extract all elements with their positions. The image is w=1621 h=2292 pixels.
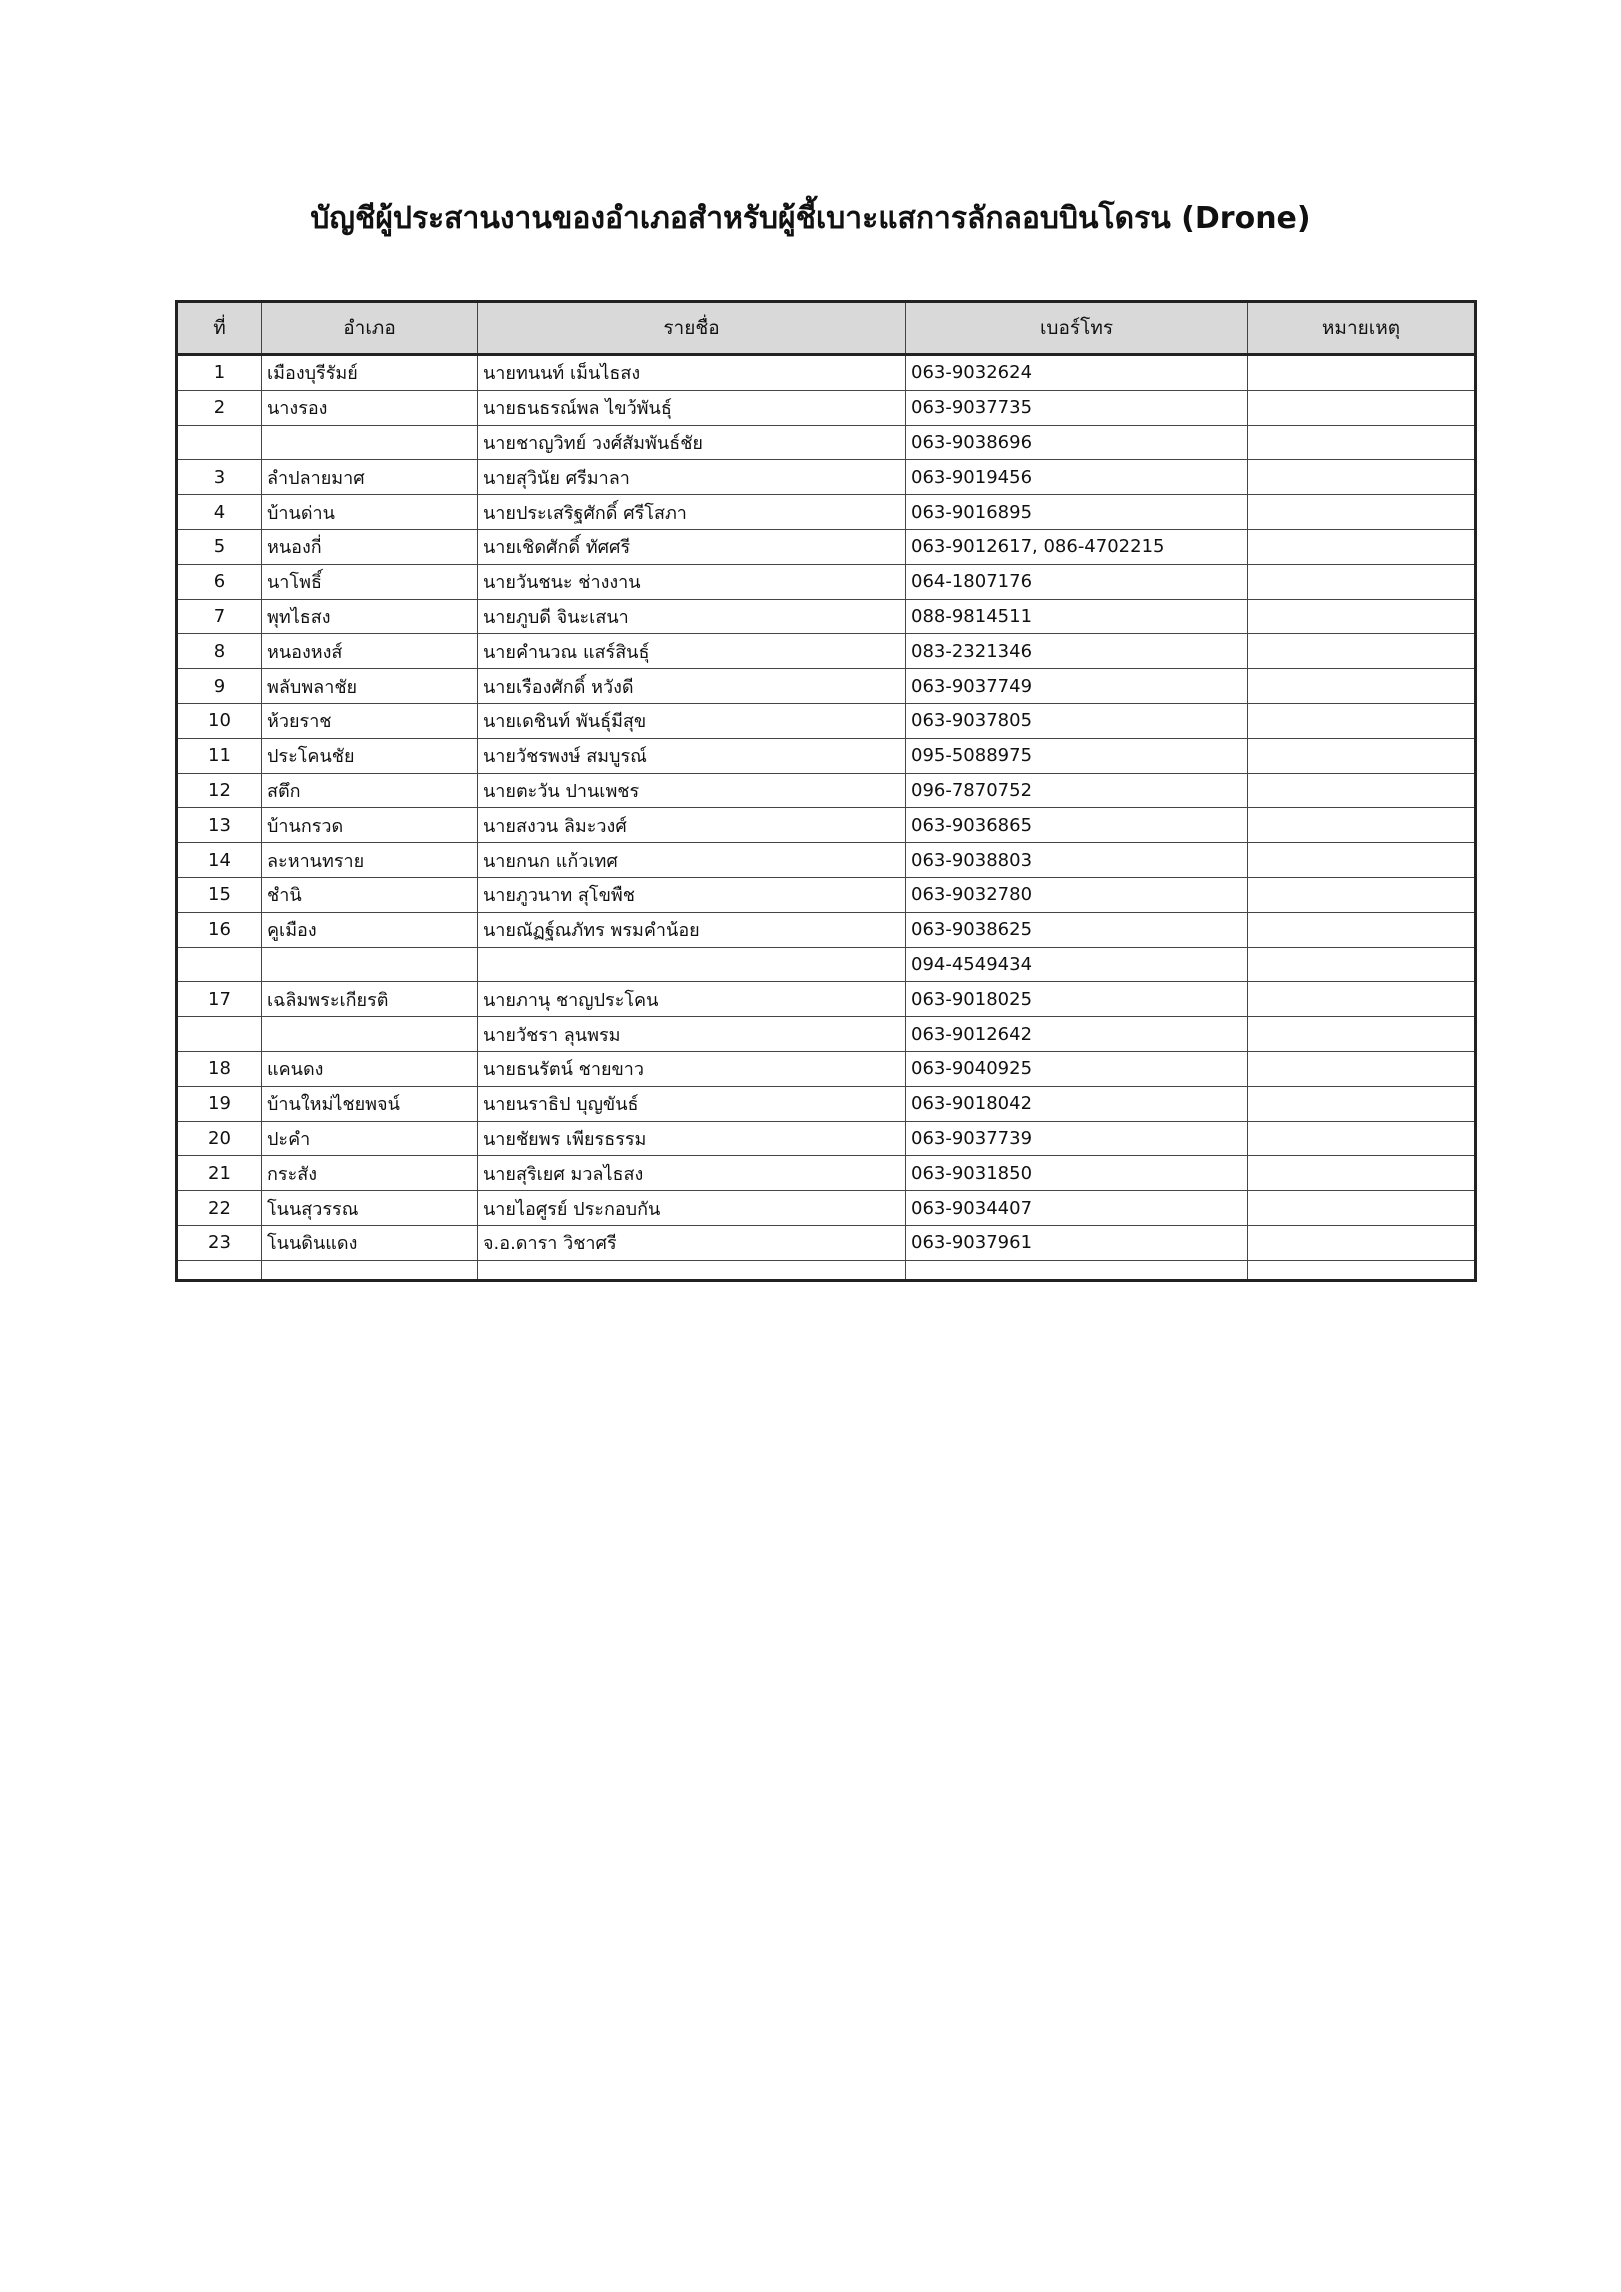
coordinator-name: นายทนนท์ เม็นไธสง xyxy=(478,355,906,391)
district-cell: เฉลิมพระเกียรติ xyxy=(262,982,478,1017)
row-number: 11 xyxy=(177,738,262,773)
column-header-no: ที่ xyxy=(177,302,262,355)
column-header-note: หมายเหตุ xyxy=(1248,302,1476,355)
phone-number: 063-9018025 xyxy=(906,982,1248,1017)
coordinator-name: นายนราธิป บุญขันธ์ xyxy=(478,1086,906,1121)
table-row xyxy=(177,1086,1476,1121)
table-row xyxy=(177,564,1476,599)
row-number: 4 xyxy=(177,495,262,530)
coordinator-name xyxy=(478,947,906,982)
phone-number: 063-9038803 xyxy=(906,843,1248,878)
table-row xyxy=(177,703,1476,738)
empty-cell xyxy=(177,1260,262,1280)
note-cell xyxy=(1248,634,1476,669)
note-cell xyxy=(1248,703,1476,738)
column-header-phone: เบอร์โทร xyxy=(906,302,1248,355)
table-row xyxy=(177,460,1476,495)
district-cell: หนองกี่ xyxy=(262,529,478,564)
district-cell: แคนดง xyxy=(262,1051,478,1086)
coordinator-name: นายชัยพร เพียรธรรม xyxy=(478,1121,906,1156)
coordinator-name: นายไอศูรย์ ประกอบกัน xyxy=(478,1191,906,1226)
table-row xyxy=(177,1191,1476,1226)
coordinator-name: จ.อ.ดารา วิชาศรี xyxy=(478,1225,906,1260)
empty-cell xyxy=(1248,1260,1476,1280)
phone-number: 096-7870752 xyxy=(906,773,1248,808)
note-cell xyxy=(1248,808,1476,843)
coordinator-name: นายเดชินท์ พันธุ์มีสุข xyxy=(478,703,906,738)
note-cell xyxy=(1248,877,1476,912)
district-cell: ปะคำ xyxy=(262,1121,478,1156)
row-number: 20 xyxy=(177,1121,262,1156)
phone-number: 063-9037739 xyxy=(906,1121,1248,1156)
phone-number: 063-9032624 xyxy=(906,355,1248,391)
district-cell: บ้านใหม่ไชยพจน์ xyxy=(262,1086,478,1121)
table-row xyxy=(177,912,1476,947)
coordinator-name: นายวัชรา ลุนพรม xyxy=(478,1017,906,1052)
phone-number: 064-1807176 xyxy=(906,564,1248,599)
district-cell: ชำนิ xyxy=(262,877,478,912)
district-cell: กระสัง xyxy=(262,1156,478,1191)
coordinator-name: นายธนธรณ์พล ไขว้พันธุ์ xyxy=(478,390,906,425)
phone-number: 063-9036865 xyxy=(906,808,1248,843)
note-cell xyxy=(1248,495,1476,530)
note-cell xyxy=(1248,1017,1476,1052)
note-cell xyxy=(1248,564,1476,599)
district-cell: ประโคนชัย xyxy=(262,738,478,773)
district-cell xyxy=(262,425,478,460)
phone-number: 063-9038625 xyxy=(906,912,1248,947)
phone-number: 063-9040925 xyxy=(906,1051,1248,1086)
row-number xyxy=(177,947,262,982)
page-title: บัญชีผู้ประสานงานของอำเภอสำหรับผู้ชี้เบาะแสการลักลอบบินโดรน (Drone) xyxy=(310,201,1311,236)
coordinator-name: นายสุวินัย ศรีมาลา xyxy=(478,460,906,495)
coordinator-name: นายธนรัตน์ ชายขาว xyxy=(478,1051,906,1086)
table-row xyxy=(177,947,1476,982)
row-number: 15 xyxy=(177,877,262,912)
phone-number: 063-9012617, 086-4702215 xyxy=(906,529,1248,564)
district-cell: โนนสุวรรณ xyxy=(262,1191,478,1226)
table-row xyxy=(177,529,1476,564)
row-number: 2 xyxy=(177,390,262,425)
table-row xyxy=(177,599,1476,634)
phone-number: 088-9814511 xyxy=(906,599,1248,634)
phone-number: 063-9037805 xyxy=(906,703,1248,738)
coordinator-name: นายณัฏฐ์ณภัทร พรมคำน้อย xyxy=(478,912,906,947)
table-row xyxy=(177,1017,1476,1052)
district-cell: โนนดินแดง xyxy=(262,1225,478,1260)
phone-number: 063-9032780 xyxy=(906,877,1248,912)
note-cell xyxy=(1248,843,1476,878)
district-cell: หนองหงส์ xyxy=(262,634,478,669)
note-cell xyxy=(1248,1121,1476,1156)
district-cell: บ้านกรวด xyxy=(262,808,478,843)
table-row xyxy=(177,634,1476,669)
row-number: 9 xyxy=(177,669,262,704)
coordinator-name: นายสงวน ลิมะวงศ์ xyxy=(478,808,906,843)
row-number xyxy=(177,1017,262,1052)
phone-number: 063-9038696 xyxy=(906,425,1248,460)
empty-cell xyxy=(478,1260,906,1280)
phone-number: 063-9016895 xyxy=(906,495,1248,530)
row-number: 19 xyxy=(177,1086,262,1121)
coordinator-name: นายประเสริฐศักดิ์ ศรีโสภา xyxy=(478,495,906,530)
coordinator-name: นายเรืองศักดิ์ หวังดี xyxy=(478,669,906,704)
note-cell xyxy=(1248,669,1476,704)
note-cell xyxy=(1248,738,1476,773)
phone-number: 063-9018042 xyxy=(906,1086,1248,1121)
row-number: 7 xyxy=(177,599,262,634)
column-header-district: อำเภอ xyxy=(262,302,478,355)
row-number: 14 xyxy=(177,843,262,878)
note-cell xyxy=(1248,1086,1476,1121)
row-number: 12 xyxy=(177,773,262,808)
phone-number: 063-9012642 xyxy=(906,1017,1248,1052)
note-cell xyxy=(1248,912,1476,947)
table-row xyxy=(177,843,1476,878)
table-row-empty xyxy=(177,1260,1476,1280)
phone-number: 063-9037735 xyxy=(906,390,1248,425)
coordinator-name: นายเชิดศักดิ์ ทัศศรี xyxy=(478,529,906,564)
coordinator-name: นายวันชนะ ช่างงาน xyxy=(478,564,906,599)
district-cell: พลับพลาชัย xyxy=(262,669,478,704)
table-row xyxy=(177,669,1476,704)
note-cell xyxy=(1248,460,1476,495)
phone-number: 063-9019456 xyxy=(906,460,1248,495)
phone-number: 083-2321346 xyxy=(906,634,1248,669)
row-number: 10 xyxy=(177,703,262,738)
district-cell: นาโพธิ์ xyxy=(262,564,478,599)
note-cell xyxy=(1248,1191,1476,1226)
note-cell xyxy=(1248,529,1476,564)
district-cell: เมืองบุรีรัมย์ xyxy=(262,355,478,391)
note-cell xyxy=(1248,390,1476,425)
coordinator-name: นายตะวัน ปานเพชร xyxy=(478,773,906,808)
phone-number: 095-5088975 xyxy=(906,738,1248,773)
district-cell: ลำปลายมาศ xyxy=(262,460,478,495)
column-header-name: รายชื่อ xyxy=(478,302,906,355)
row-number: 3 xyxy=(177,460,262,495)
district-cell: พุทไธสง xyxy=(262,599,478,634)
row-number: 22 xyxy=(177,1191,262,1226)
row-number: 21 xyxy=(177,1156,262,1191)
row-number xyxy=(177,425,262,460)
district-cell xyxy=(262,947,478,982)
district-cell xyxy=(262,1017,478,1052)
note-cell xyxy=(1248,355,1476,391)
district-cell: บ้านด่าน xyxy=(262,495,478,530)
table-row xyxy=(177,1156,1476,1191)
table-header-row xyxy=(177,302,1476,355)
table-row xyxy=(177,1225,1476,1260)
district-cell: ห้วยราช xyxy=(262,703,478,738)
note-cell xyxy=(1248,425,1476,460)
table-row xyxy=(177,877,1476,912)
table-row xyxy=(177,808,1476,843)
coordinator-name: นายวัชรพงษ์ สมบูรณ์ xyxy=(478,738,906,773)
row-number: 6 xyxy=(177,564,262,599)
table-row xyxy=(177,1121,1476,1156)
row-number: 8 xyxy=(177,634,262,669)
phone-number: 063-9034407 xyxy=(906,1191,1248,1226)
empty-cell xyxy=(906,1260,1248,1280)
coordinator-name: นายภูวนาท สุโขพืช xyxy=(478,877,906,912)
phone-number: 063-9037749 xyxy=(906,669,1248,704)
district-cell: นางรอง xyxy=(262,390,478,425)
table-row xyxy=(177,1051,1476,1086)
note-cell xyxy=(1248,1156,1476,1191)
note-cell xyxy=(1248,773,1476,808)
note-cell xyxy=(1248,599,1476,634)
row-number: 17 xyxy=(177,982,262,1017)
district-cell: สตึก xyxy=(262,773,478,808)
note-cell xyxy=(1248,982,1476,1017)
table-row xyxy=(177,390,1476,425)
row-number: 13 xyxy=(177,808,262,843)
coordinator-name: นายภานุ ชาญประโคน xyxy=(478,982,906,1017)
row-number: 16 xyxy=(177,912,262,947)
phone-number: 094-4549434 xyxy=(906,947,1248,982)
phone-number: 063-9031850 xyxy=(906,1156,1248,1191)
coordinator-name: นายกนก แก้วเทศ xyxy=(478,843,906,878)
row-number: 1 xyxy=(177,355,262,391)
phone-number: 063-9037961 xyxy=(906,1225,1248,1260)
note-cell xyxy=(1248,1051,1476,1086)
table-row xyxy=(177,773,1476,808)
note-cell xyxy=(1248,1225,1476,1260)
coordinator-table xyxy=(175,300,1477,1282)
coordinator-name: นายสุริเยศ มวลไธสง xyxy=(478,1156,906,1191)
table-row xyxy=(177,495,1476,530)
district-cell: คูเมือง xyxy=(262,912,478,947)
table-row xyxy=(177,982,1476,1017)
coordinator-name: นายคำนวณ แสร์สินธุ์ xyxy=(478,634,906,669)
row-number: 18 xyxy=(177,1051,262,1086)
table-row xyxy=(177,425,1476,460)
table-body xyxy=(177,355,1476,1281)
empty-cell xyxy=(262,1260,478,1280)
table-row xyxy=(177,738,1476,773)
district-cell: ละหานทราย xyxy=(262,843,478,878)
table-row xyxy=(177,355,1476,391)
row-number: 5 xyxy=(177,529,262,564)
row-number: 23 xyxy=(177,1225,262,1260)
coordinator-name: นายชาญวิทย์ วงศ์สัมพันธ์ชัย xyxy=(478,425,906,460)
note-cell xyxy=(1248,947,1476,982)
coordinator-name: นายภูบดี จินะเสนา xyxy=(478,599,906,634)
